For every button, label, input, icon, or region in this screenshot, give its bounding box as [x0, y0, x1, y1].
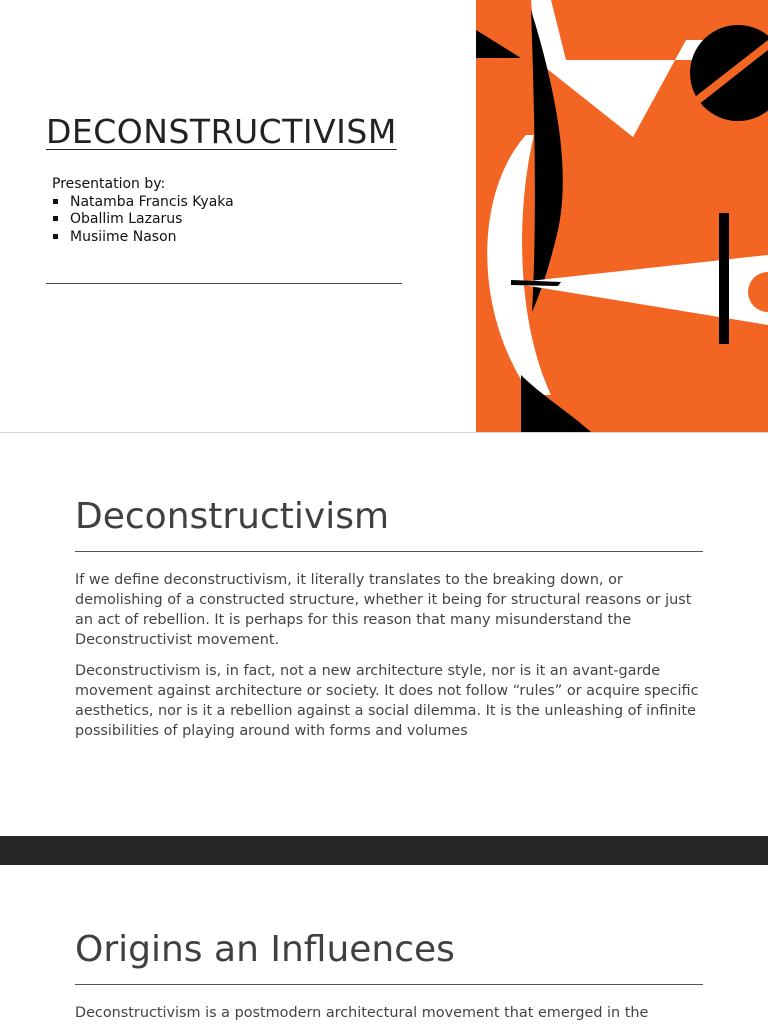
abstract-geometric-artwork	[476, 0, 768, 432]
slide-heading: Deconstructivism	[75, 496, 390, 537]
presenter-name: Natamba Francis Kyaka	[52, 194, 234, 212]
heading-rule	[75, 551, 703, 552]
presenter-name: Musiime Nason	[52, 229, 234, 247]
body-paragraph: Deconstructivism is, in fact, not a new architecture style, nor is it an avant-garde movement against architecture or society. It does not follow “rules” or acquire specific aesthetics, nor is it a rebellion against a social dilemma. It is the unleashing of infinite possibilities of playing around with forms and volumes	[75, 663, 699, 739]
presented-by-label: Presentation by:	[52, 176, 166, 192]
title-slide	[0, 0, 768, 432]
body-paragraph: If we define deconstructivism, it literally translates to the breaking down, or demolishing of a constructed structure, whether it being for structural reasons or just an act of rebellion. It is perhaps for this reason that many misunderstand the Deconstructivist movement.	[75, 572, 692, 648]
origins-slide	[0, 865, 768, 1024]
dark-slide-separator	[0, 836, 768, 865]
presenter-name: Oballim Lazarus	[52, 211, 234, 229]
presentation-title: DECONSTRUCTIVISM	[46, 112, 397, 151]
deconstructivism-slide	[0, 433, 768, 836]
slide-heading: Origins an Influences	[75, 929, 455, 970]
title-underline-rule	[46, 283, 402, 284]
presenter-list	[52, 194, 234, 247]
presenters-block	[52, 176, 234, 246]
body-paragraph: Deconstructivism is a postmodern architectural movement that emerged in the	[75, 1005, 649, 1021]
heading-rule	[75, 984, 703, 985]
